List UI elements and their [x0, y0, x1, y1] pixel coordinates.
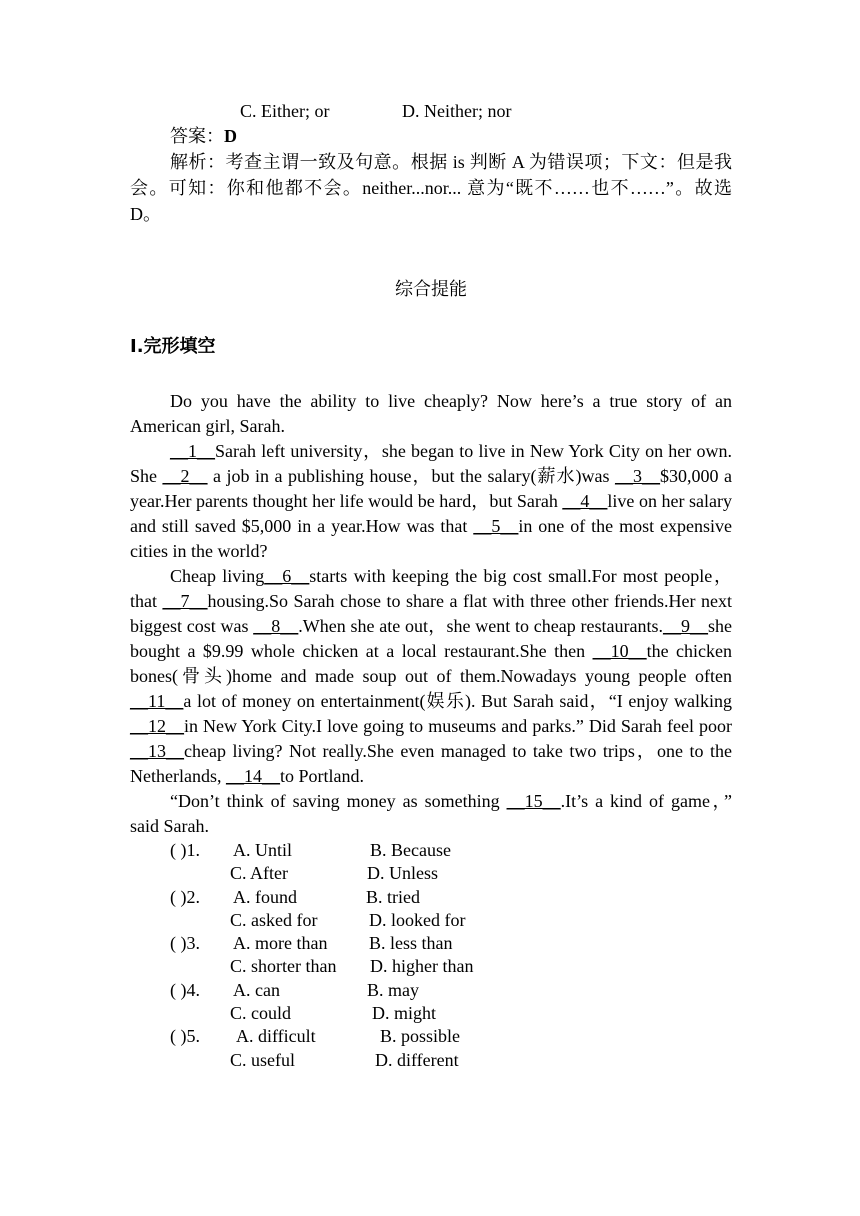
passage-text: a job in a publishing house，but the salary(薪水)was: [207, 466, 616, 486]
option-b: B. Because: [370, 840, 451, 860]
passage-text: in one of the most expensive cities in the world?: [130, 516, 732, 561]
cloze-blank: __15__: [506, 791, 561, 811]
section-title: 综合提能: [395, 279, 467, 299]
question-number: ( )2.: [170, 886, 200, 907]
option-a: A. difficult: [236, 1026, 316, 1047]
cloze-blank: __14__: [225, 766, 280, 786]
question-row: [130, 1002, 732, 1025]
option-b: B. may: [367, 979, 419, 1000]
passage-text: .When she ate out，she went to cheap restaurants.: [298, 616, 664, 636]
explanation: 解析：考查主谓一致及句意。根据 is 判断 A 为错误项；下文：但是我会。可知：你和他都不会。neither...nor... 意为“既不……也不……”。故选 D。: [130, 152, 732, 224]
passage-text: cheap living? Not really.She even managed to take two trips，one to the Netherlands,: [130, 741, 732, 786]
option-c: C. useful: [230, 1049, 295, 1070]
cloze-blank: __3__: [615, 466, 661, 486]
cloze-blank: __7__: [162, 591, 208, 611]
cloze-blank: __12__: [130, 716, 184, 736]
section-heading: Ⅰ.完形填空: [130, 336, 216, 357]
passage-text: the chicken bones(骨头)home and made soup out of them.Nowadays young people often: [130, 641, 732, 686]
document-page: [130, 100, 732, 1072]
option-a: A. Until: [233, 840, 293, 860]
cloze-blank: __6__: [264, 566, 310, 586]
option-c: C. shorter than: [230, 956, 337, 977]
question-row: [130, 909, 732, 932]
answer-value: D: [224, 126, 237, 146]
cloze-blank: __1__: [170, 441, 215, 461]
passage-intro: Do you have the ability to live cheaply? Now here’s a true story of an American girl, Sarah.: [130, 391, 732, 436]
cloze-blank: __11__: [130, 691, 184, 711]
cloze-passage: [130, 389, 732, 839]
passage-paragraph-3: [130, 789, 732, 839]
option-a: A. can: [233, 979, 280, 1000]
question-row: [130, 979, 732, 1002]
question-row: [130, 1049, 732, 1072]
cloze-blank: __9__: [663, 616, 709, 636]
passage-text: $30,000 a year.Her parents thought her life would be hard，but Sarah: [130, 466, 733, 511]
passage-text: she bought a $9.99 whole chicken at a local restaurant.She then: [130, 616, 733, 661]
passage-text: to Portland.: [279, 766, 364, 786]
passage-text: a lot of money on entertainment(娱乐). But Sarah said，“I enjoy walking: [183, 691, 732, 711]
passage-text: starts with keeping the big cost small.For most people，that: [130, 566, 732, 611]
question-number: ( )4.: [170, 979, 200, 1000]
cloze-blank: __4__: [562, 491, 608, 511]
passage-paragraph-2: [130, 564, 732, 789]
passage-text: Cheap living: [170, 566, 265, 586]
passage-text: in New York City.I love going to museums and parks.” Did Sarah feel poor: [184, 716, 732, 736]
question-row: [130, 886, 732, 909]
option-d: D. looked for: [369, 909, 466, 930]
answer-label: 答案：: [170, 126, 224, 146]
option-d: D. different: [375, 1049, 459, 1070]
passage-text: Sarah left university，she began to live in New York City on her own. She: [130, 441, 732, 486]
cloze-blank: __10__: [592, 641, 647, 661]
question-row: [130, 932, 732, 955]
option-c: C. asked for: [230, 909, 318, 930]
passage-text: .It’s a kind of game，” said Sarah.: [130, 791, 732, 836]
question-list: [130, 839, 732, 1072]
option-d: D. might: [372, 1003, 437, 1024]
cloze-blank: __13__: [130, 741, 184, 761]
cloze-blank: __5__: [473, 516, 519, 536]
answer-line: [130, 123, 732, 149]
question-number: ( )3.: [170, 933, 200, 954]
question-row: [130, 1025, 732, 1048]
option-d: D. Neither; nor: [402, 101, 512, 121]
option-c: C. After: [230, 863, 288, 884]
question-row: [130, 862, 732, 885]
option-a: A. found: [233, 886, 297, 907]
question-number: ( )5.: [170, 1026, 200, 1047]
passage-text: “Don’t think of saving money as something: [170, 791, 507, 811]
option-b: B. less than: [369, 933, 453, 954]
option-c: C. could: [230, 1003, 291, 1024]
question-row: [130, 955, 732, 978]
option-b: B. tried: [366, 886, 420, 907]
option-d: D. Unless: [367, 863, 438, 884]
cloze-blank: __2__: [162, 466, 208, 486]
option-b: B. possible: [380, 1026, 461, 1047]
question-row: [130, 839, 732, 862]
option-c: C. Either; or: [240, 101, 330, 121]
passage-text: housing.So Sarah chose to share a flat with three other friends.Her next biggest cost was: [130, 591, 732, 636]
passage-paragraph-1: [130, 439, 732, 564]
prev-question-options: [130, 100, 732, 123]
passage-text: live on her salary and still saved $5,000 in a year.How was that: [130, 491, 733, 536]
cloze-blank: __8__: [253, 616, 299, 636]
option-d: D. higher than: [370, 956, 474, 977]
question-number: ( )1.: [170, 840, 200, 860]
option-a: A. more than: [233, 933, 328, 954]
